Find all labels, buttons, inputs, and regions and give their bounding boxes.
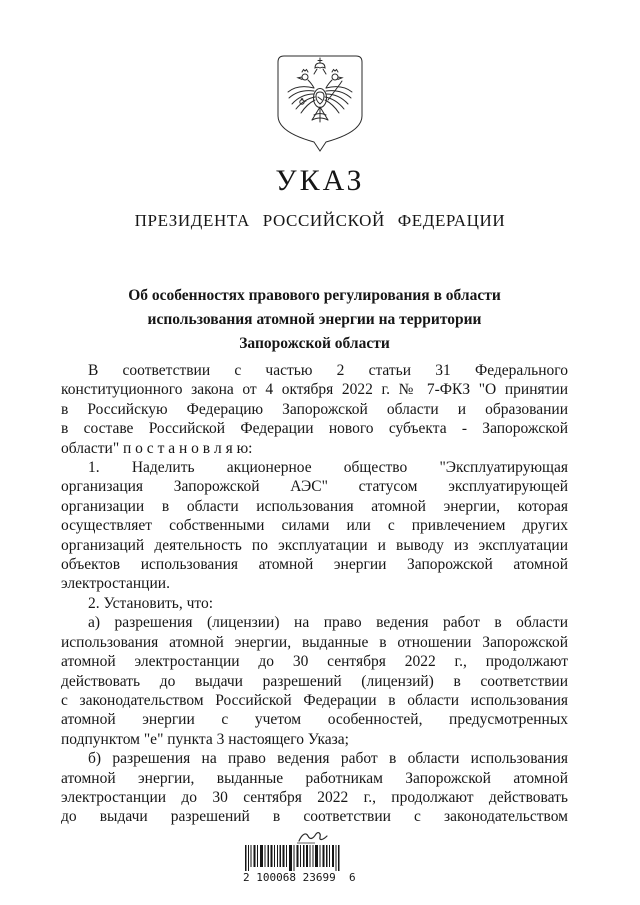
paragraph [61,749,568,827]
body-line: В соответствии с частью 2 статьи 31 Федерального [88,362,568,379]
body-line: электростанции. [61,575,170,593]
body-line: действовать до выдачи разрешений (лицензий) в соответствии [61,672,568,690]
paragraph [61,458,568,594]
body-line: организаций деятельность по эксплуатации и выводу из эксплуатации [61,536,568,554]
body-line: конституционного закона от 4 октября 2022 г. № 7-ФКЗ "О принятии [61,381,568,399]
body-line: до выдачи разрешений в соответствии с законодательством [61,808,568,826]
body-line: атомной энергии, выданные работникам Запорожской атомной [61,769,568,787]
body-line: 1. Наделить акционерное общество "Эксплуатирующая [88,459,568,477]
body-line: осуществляет собственными силами или с привлечением других [61,517,568,535]
body-line: организация Запорожской АЭС" статусом эксплуатирующей [61,478,568,496]
body-line: использования атомной энергии, выданные в отношении Запорожской [61,633,568,651]
barcode-number: 2 100068 23699 6 [243,871,356,884]
body-line: атомной электростанции до 30 сентября 2022 г., продолжают [61,653,568,671]
body-line: организации в области использования атомной энергии, которая [61,497,568,515]
body-line: объектов использования атомной энергии Запорожской атомной [61,556,568,574]
document-subject-title [61,284,568,356]
document-type-title: УКАЗ [275,164,365,197]
decree-body-text [61,361,568,827]
paragraph [61,361,568,458]
barcode-icon [243,845,347,871]
body-line: в Российскую Федерацию Запорожской области и образовании [61,400,568,418]
subject-title-line: Запорожской области [239,335,390,352]
subject-title-line: использования атомной энергии на территории [147,311,482,328]
body-line: атомной энергии с учетом особенностей, предусмотренных [61,711,568,729]
body-line: в составе Российской Федерации нового субъекта - Запорожской [61,420,568,438]
russia-coat-of-arms-icon [276,54,364,154]
body-line: 2. Установить, что: [88,594,214,612]
document-issuer: ПРЕЗИДЕНТА РОССИЙСКОЙ ФЕДЕРАЦИИ [134,211,506,230]
subject-title-line: Об особенностях правового регулирования в области [128,287,501,304]
body-line: с законодательством Российской Федерации в области использования [61,691,568,709]
barcode-block [243,830,356,884]
body-line: области" п о с т а н о в л я ю: [61,439,253,457]
paragraph [61,613,568,749]
body-line: подпунктом "е" пункта 3 настоящего Указа; [61,730,349,748]
signature-mark-icon [295,830,339,845]
body-line: б) разрешения на право ведения работ в области использования [88,750,568,768]
paragraph [61,594,568,613]
body-line: а) разрешения (лицензии) на право ведения работ в области [88,614,568,632]
body-line: электростанции до 30 сентября 2022 г., продолжают действовать [61,788,568,806]
